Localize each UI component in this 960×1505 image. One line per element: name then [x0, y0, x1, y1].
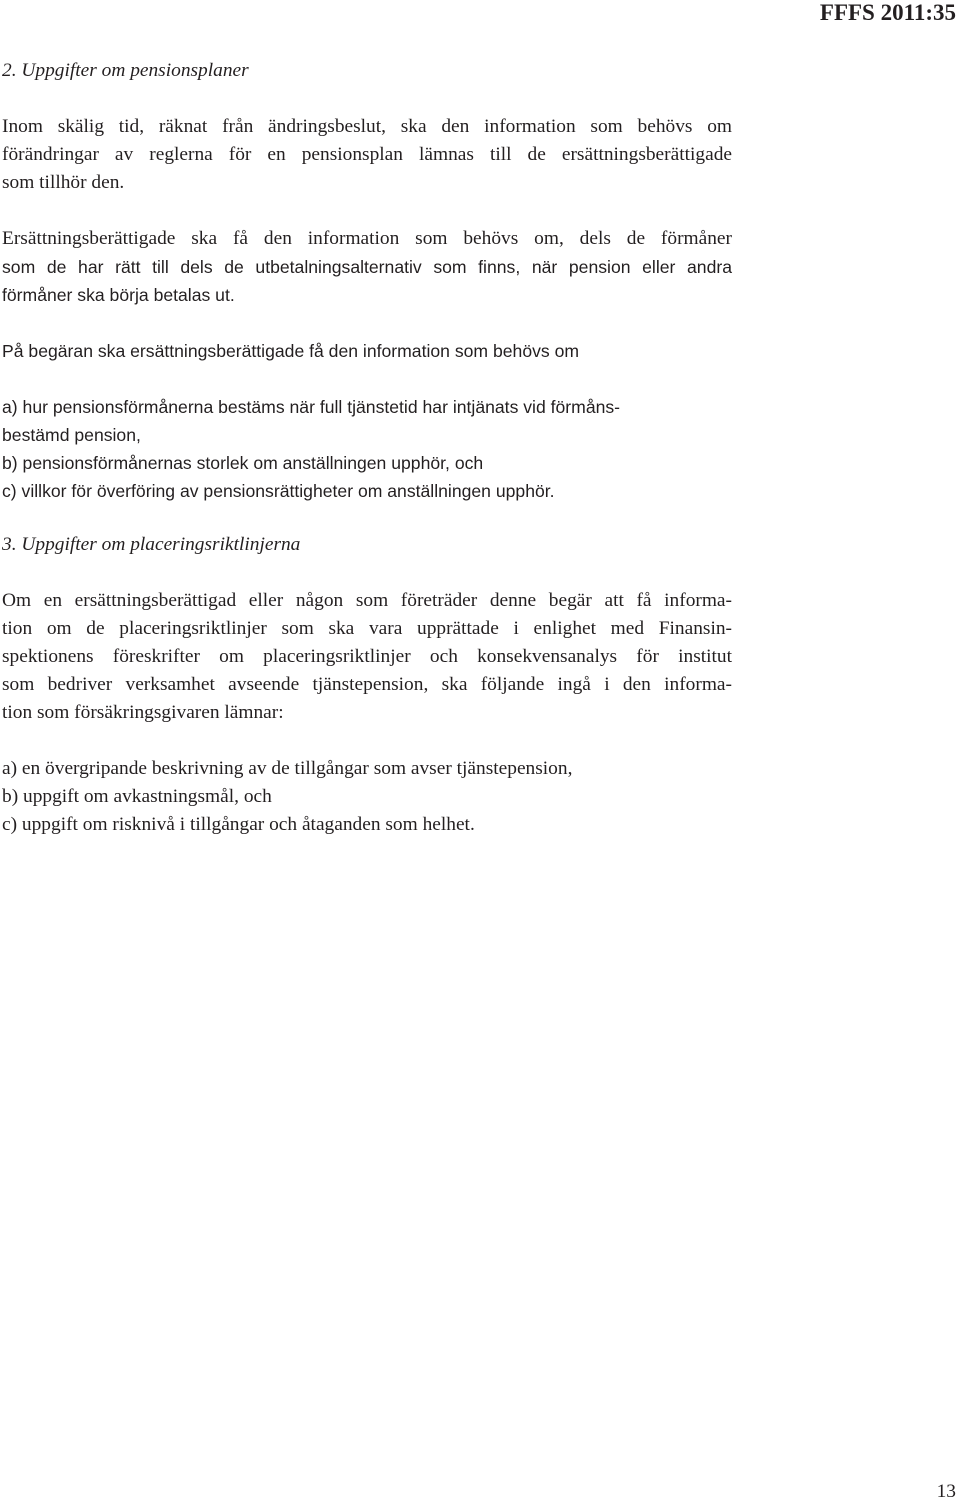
list-item: a) en övergripande beskrivning av de tillgångar som avser tjänstepension,	[2, 758, 573, 779]
section-2-paragraph-3	[2, 337, 732, 365]
paragraph-line: förändringar av reglerna för en pensionsplan lämnas till de ersättningsberättigade	[2, 144, 732, 165]
section-3-heading: 3. Uppgifter om placeringsriktlinjerna	[2, 534, 301, 555]
paragraph-line: Ersättningsberättigade ska få den information som behövs om, dels de förmåner	[2, 228, 732, 249]
list-item: a) hur pensionsförmånerna bestäms när full tjänstetid har intjänats vid förmåns-	[2, 397, 621, 417]
section-2-paragraph-2	[2, 225, 732, 309]
section-2-list	[2, 393, 732, 505]
list-item: b) pensionsförmånernas storlek om anställningen upphör, och	[2, 453, 484, 473]
paragraph-line: På begäran ska ersättningsberättigade få den information som behövs om	[2, 341, 580, 361]
section-3-list	[2, 755, 732, 839]
paragraph-line: som de har rätt till dels de utbetalningsalternativ som finns, när pension eller andra	[2, 257, 732, 277]
section-2-paragraph-1	[2, 113, 732, 197]
list-item: b) uppgift om avkastningsmål, och	[2, 786, 272, 807]
list-item: c) villkor för överföring av pensionsrättigheter om anställningen upphör.	[2, 481, 555, 501]
paragraph-line: Om en ersättningsberättigad eller någon som företräder denne begär att få informa-	[2, 590, 732, 611]
paragraph-line: tion som försäkringsgivaren lämnar:	[2, 702, 284, 723]
list-item: c) uppgift om risknivå i tillgångar och åtaganden som helhet.	[2, 814, 475, 835]
paragraph-line: förmåner ska börja betalas ut.	[2, 285, 235, 305]
document-code: FFFS 2011:35	[819, 0, 956, 25]
section-3-paragraph-1	[2, 587, 732, 727]
paragraph-line: som tillhör den.	[2, 172, 125, 193]
paragraph-line: Inom skälig tid, räknat från ändringsbeslut, ska den information som behövs om	[2, 116, 732, 137]
section-2-heading: 2. Uppgifter om pensionsplaner	[2, 60, 249, 81]
paragraph-line: som bedriver verksamhet avseende tjänstepension, ska följande ingå i den informa-	[2, 674, 732, 695]
paragraph-line: spektionens föreskrifter om placeringsriktlinjer och konsekvensanalys för institut	[2, 646, 732, 667]
page-number: 13	[936, 1481, 956, 1502]
list-item: bestämd pension,	[2, 425, 141, 445]
document-body	[2, 57, 732, 839]
paragraph-line: tion om de placeringsriktlinjer som ska vara upprättade i enlighet med Finansin-	[2, 618, 732, 639]
